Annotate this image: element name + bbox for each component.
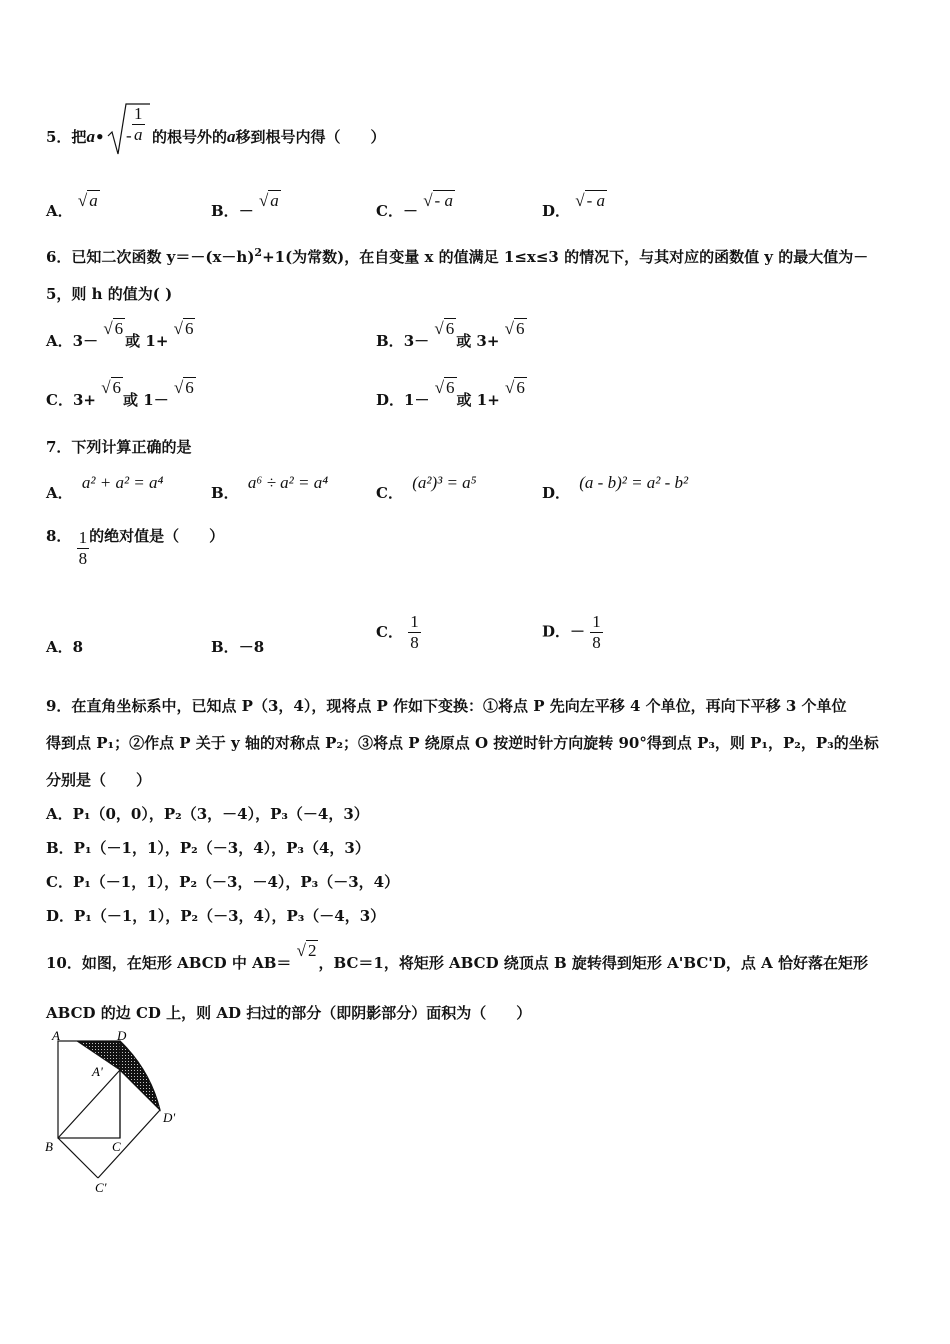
radicand: - a	[586, 191, 606, 210]
label-b: B	[45, 1139, 53, 1154]
option-prefix: －	[238, 202, 254, 220]
label-a1: A'	[92, 1064, 103, 1079]
sqrt-6: √ 6	[103, 319, 124, 338]
option-value: －8	[238, 638, 265, 656]
frac-den: 8	[78, 549, 88, 568]
q5-frac-den: a	[134, 125, 143, 144]
q5-option-c	[376, 190, 455, 220]
frac-num: 1	[410, 612, 419, 631]
q6-text-b: +1(为常数)，在自变量 x 的值满足 1≤x≤3 的情况下，与其对应的函数值 y 的最大值为－	[262, 248, 869, 266]
sqrt-a: √ a	[258, 191, 279, 210]
sqrt-neg-a: √ - a	[575, 191, 606, 210]
option-prefix: －	[570, 622, 586, 641]
option-label: C．	[46, 391, 73, 409]
q6-option-b	[376, 318, 527, 350]
q5-var-a: a	[86, 127, 95, 146]
q10-text-a: 10．如图，在矩形 ABCD 中 AB＝	[46, 954, 292, 972]
q5-option-d	[542, 190, 607, 220]
q7-option-b	[211, 472, 329, 502]
option-label: D．	[542, 484, 571, 502]
q6-stem-line2: 5，则 h 的值为( )	[46, 285, 173, 303]
radicand: 6	[446, 378, 455, 397]
sqrt-6: √ 6	[434, 378, 455, 397]
shaded-region	[77, 1041, 160, 1110]
q7-option-d	[542, 472, 689, 502]
q5-frac-num: 1	[134, 104, 143, 123]
option-value: 8	[72, 638, 84, 656]
q10-text-b: ，BC＝1，将矩形 ABCD 绕顶点 B 旋转得到矩形 A'BC'D，点 A 恰好落在矩形	[318, 954, 868, 972]
q8-option-c	[376, 612, 421, 653]
q8-text: 的绝对值是（ ）	[89, 526, 225, 545]
label-c: C	[112, 1139, 121, 1154]
q8-fraction	[77, 528, 90, 569]
sqrt-6: √ 6	[173, 378, 194, 397]
q5-tail: 移到根号内得（ ）	[235, 128, 386, 146]
sqrt-6: √ 6	[434, 319, 455, 338]
q6-option-a	[46, 318, 195, 350]
sqrt-6: √ 6	[504, 319, 525, 338]
radicand: a	[270, 191, 279, 210]
q8-option-c-frac	[408, 612, 421, 653]
label-c1: C'	[95, 1180, 107, 1195]
option-label: D．	[376, 391, 405, 409]
frac-den: 8	[592, 633, 601, 652]
q9-option-b: B．P₁（－1，1），P₂（－3，4），P₃（4，3）	[46, 839, 370, 857]
q8-option-d	[542, 612, 603, 653]
label-d1: D'	[163, 1110, 176, 1125]
radicand: 2	[307, 941, 317, 960]
q6-sup: 2	[254, 246, 263, 259]
q6-stem-line1	[46, 246, 868, 267]
radicand: 6	[516, 378, 525, 397]
frac-num: 1	[592, 612, 601, 631]
sqrt-6: √ 6	[101, 378, 122, 397]
q8-option-a	[46, 636, 83, 657]
option-part1: 3－	[72, 332, 99, 350]
q7-expr-c: (a²)³ = a⁵	[412, 473, 477, 492]
radicand: 6	[112, 378, 122, 397]
option-prefix: －	[402, 202, 418, 220]
q5-option-a	[46, 190, 100, 220]
q7-option-a	[46, 472, 164, 502]
option-label: C．	[376, 484, 403, 502]
q9-option-d: D．P₁（－1，1），P₂（－3，4），P₃（－4，3）	[46, 907, 386, 925]
option-label: D．	[542, 202, 571, 220]
segment-c1-d1	[98, 1110, 160, 1178]
option-or: 或 1+	[125, 332, 169, 350]
q5-number: 5．把	[46, 128, 87, 146]
option-or: 或 3+	[456, 332, 500, 350]
sqrt-neg-a: √ - a	[423, 191, 453, 210]
option-label: A．	[46, 638, 73, 656]
q9-stem-line2: 得到点 P₁；②作点 P 关于 y 轴的对称点 P₂；③将点 P 绕原点 O 按逆时针方向旋转 90°得到点 P₃，则 P₁，P₂，P₃的坐标	[46, 734, 879, 752]
q8-number: 8．	[46, 526, 72, 545]
radicand: 6	[184, 319, 194, 338]
q8-option-d-frac	[590, 612, 603, 653]
option-label: A．	[46, 202, 73, 220]
radicand: 6	[516, 319, 525, 338]
option-or: 或 1+	[456, 391, 500, 409]
sqrt-a: √ a	[77, 191, 98, 210]
q6-option-d	[376, 377, 527, 409]
q5-option-b	[211, 190, 281, 220]
q6-text-a: 6．已知二次函数 y＝－(x－h)	[46, 248, 255, 266]
option-part1: 3+	[72, 391, 96, 409]
q9-stem-line3: 分别是（ ）	[46, 771, 152, 789]
option-label: B．	[376, 332, 404, 350]
q10-stem-line1	[46, 940, 868, 972]
q8-stem	[46, 528, 224, 569]
sqrt-2: √ 2	[296, 941, 317, 960]
sqrt-6: √ 6	[173, 319, 194, 338]
q7-expr-a: a² + a² = a⁴	[81, 473, 164, 492]
frac-num: 1	[78, 528, 88, 547]
label-a: A	[52, 1030, 60, 1043]
option-label: D．	[542, 622, 571, 641]
option-part1: 1－	[404, 391, 430, 409]
q5-stem	[46, 104, 386, 164]
q5-text-1: 的根号外的	[152, 128, 228, 146]
option-label: B．	[211, 202, 239, 220]
option-label: C．	[376, 622, 403, 641]
q5-dot: •	[94, 128, 105, 146]
segment-b-c1	[58, 1138, 98, 1178]
q9-stem-line1: 9．在直角坐标系中，已知点 P（3，4），现将点 P 作如下变换：①将点 P 先向左平移 4 个单位，再向下平移 3 个单位	[46, 697, 847, 715]
q9-option-a: A．P₁（0，0），P₂（3，－4），P₃（－4，3）	[46, 805, 369, 823]
option-label: A．	[46, 332, 73, 350]
q7-expr-b: a⁶ ÷ a² = a⁴	[247, 473, 329, 492]
q7-option-c	[376, 472, 477, 502]
radicand: a	[89, 191, 98, 210]
option-label: A．	[46, 484, 73, 502]
option-label: C．	[376, 202, 403, 220]
q10-figure	[40, 1030, 190, 1200]
label-d: D	[117, 1030, 127, 1043]
option-or: 或 1－	[123, 391, 169, 409]
q5-var-a2: a	[227, 127, 236, 146]
option-label: B．	[211, 638, 239, 656]
sqrt-6: √ 6	[505, 378, 525, 397]
option-part1: 3－	[403, 332, 430, 350]
q5-minus: -	[126, 126, 132, 145]
radicand: 6	[185, 378, 194, 397]
frac-den: 8	[410, 633, 419, 652]
q5-text	[152, 126, 386, 147]
option-label: B．	[211, 484, 239, 502]
radicand: 6	[445, 319, 455, 338]
q8-option-b	[211, 636, 264, 657]
q5-fraction	[132, 104, 145, 145]
q7-stem: 7．下列计算正确的是	[46, 438, 192, 456]
segment-b-a1	[58, 1070, 120, 1138]
q7-expr-d: (a - b)² = a² - b²	[579, 473, 689, 492]
q6-option-c	[46, 377, 196, 409]
q10-stem-line2: ABCD 的边 CD 上，则 AD 扫过的部分（即阴影部分）面积为（ ）	[46, 1004, 532, 1022]
q9-option-c: C．P₁（－1，1），P₂（－3，－4），P₃（－3，4）	[46, 873, 400, 891]
radicand: 6	[114, 319, 124, 338]
radicand: - a	[434, 191, 453, 210]
